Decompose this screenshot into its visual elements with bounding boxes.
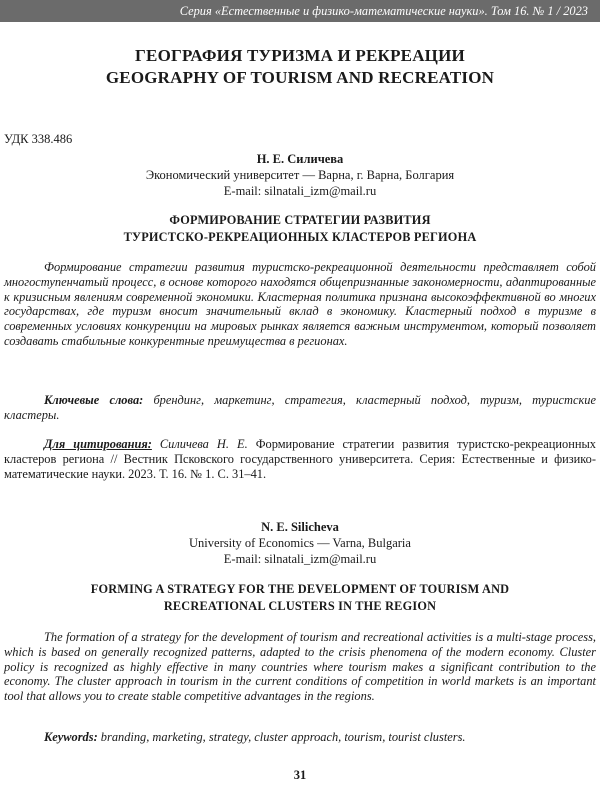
section-title-ru: ГЕОГРАФИЯ ТУРИЗМА И РЕКРЕАЦИИ: [135, 46, 465, 65]
keywords-ru: [4, 393, 596, 423]
abstract-en: The formation of a strategy for the development of tourism and recreational activities is a multi-stage process, which is based on generally recognized patterns, adapted to the crisis phenomena of the modern economy. Cluster policy is recognized as highly effective in many countries where tourism makes a significant contribution to the economy. The cluster approach in tourism in the current conditions of competition in world markets is an important tool that allows you to create stable competitive advantages in the regions.: [4, 630, 596, 704]
author-name-ru: Н. Е. Силичева: [256, 152, 344, 166]
keywords-list-en: branding, marketing, strategy, cluster approach, tourism, tourist clusters.: [97, 730, 466, 744]
citation-text: Формирование стратегии развития туристско-рекреационных кластеров региона // Вестник Псковского государственного университета. Серия: Естественные и физико-математические науки. 2023. Т. 16. № 1. С. 31–41.: [4, 437, 596, 481]
article-title-en-line2: RECREATIONAL CLUSTERS IN THE REGION: [163, 599, 437, 613]
author-affiliation-en: University of Economics — Varna, Bulgaria: [189, 536, 411, 550]
running-header: Серия «Естественные и физико-математические науки». Том 16. № 1 / 2023: [0, 0, 600, 22]
section-title-en: GEOGRAPHY OF TOURISM AND RECREATION: [105, 68, 495, 87]
author-email-en: E-mail: silnatali_izm@mail.ru: [223, 552, 377, 566]
keywords-list-ru: брендинг, маркетинг, стратегия, кластерный подход, туризм, туристские кластеры.: [4, 393, 596, 422]
author-name-en: N. E. Silicheva: [261, 520, 339, 534]
keywords-en: [4, 730, 596, 745]
citation: [4, 437, 596, 481]
abstract-ru: Формирование стратегии развития туристско-рекреационной деятельности представляет собой многоступенчатый процесс, в основе которого находятся общепризнанные закономерности, адаптированные к кризисным явлениям современной экономики. Кластерная политика признана высокоэффективной во многих государствах, где туризм вносит значительный вклад в экономику. Кластерный подход в туризме в современных условиях конкуренции на мировых рынках является важным инструментом, который позволяет создавать стабильные конкурентные преимущества в регионах.: [4, 260, 596, 348]
citation-author: Силичева Н. Е.: [151, 437, 248, 451]
author-affiliation-ru: Экономический университет — Варна, г. Варна, Болгария: [145, 168, 455, 182]
article-title-ru-line2: ТУРИСТСКО-РЕКРЕАЦИОННЫХ КЛАСТЕРОВ РЕГИОНА: [123, 230, 477, 244]
keywords-label-en: Keywords:: [44, 730, 98, 744]
page-number: 31: [293, 768, 307, 782]
citation-label: Для цитирования:: [44, 437, 152, 451]
article-title-en-line1: FORMING A STRATEGY FOR THE DEVELOPMENT OF TOURISM AND: [90, 582, 510, 596]
author-email-ru: E-mail: silnatali_izm@mail.ru: [223, 184, 377, 198]
article-title-ru-line1: ФОРМИРОВАНИЕ СТРАТЕГИИ РАЗВИТИЯ: [169, 213, 431, 227]
udk-code: УДК 338.486: [4, 132, 73, 146]
keywords-label-ru: Ключевые слова:: [44, 393, 144, 407]
